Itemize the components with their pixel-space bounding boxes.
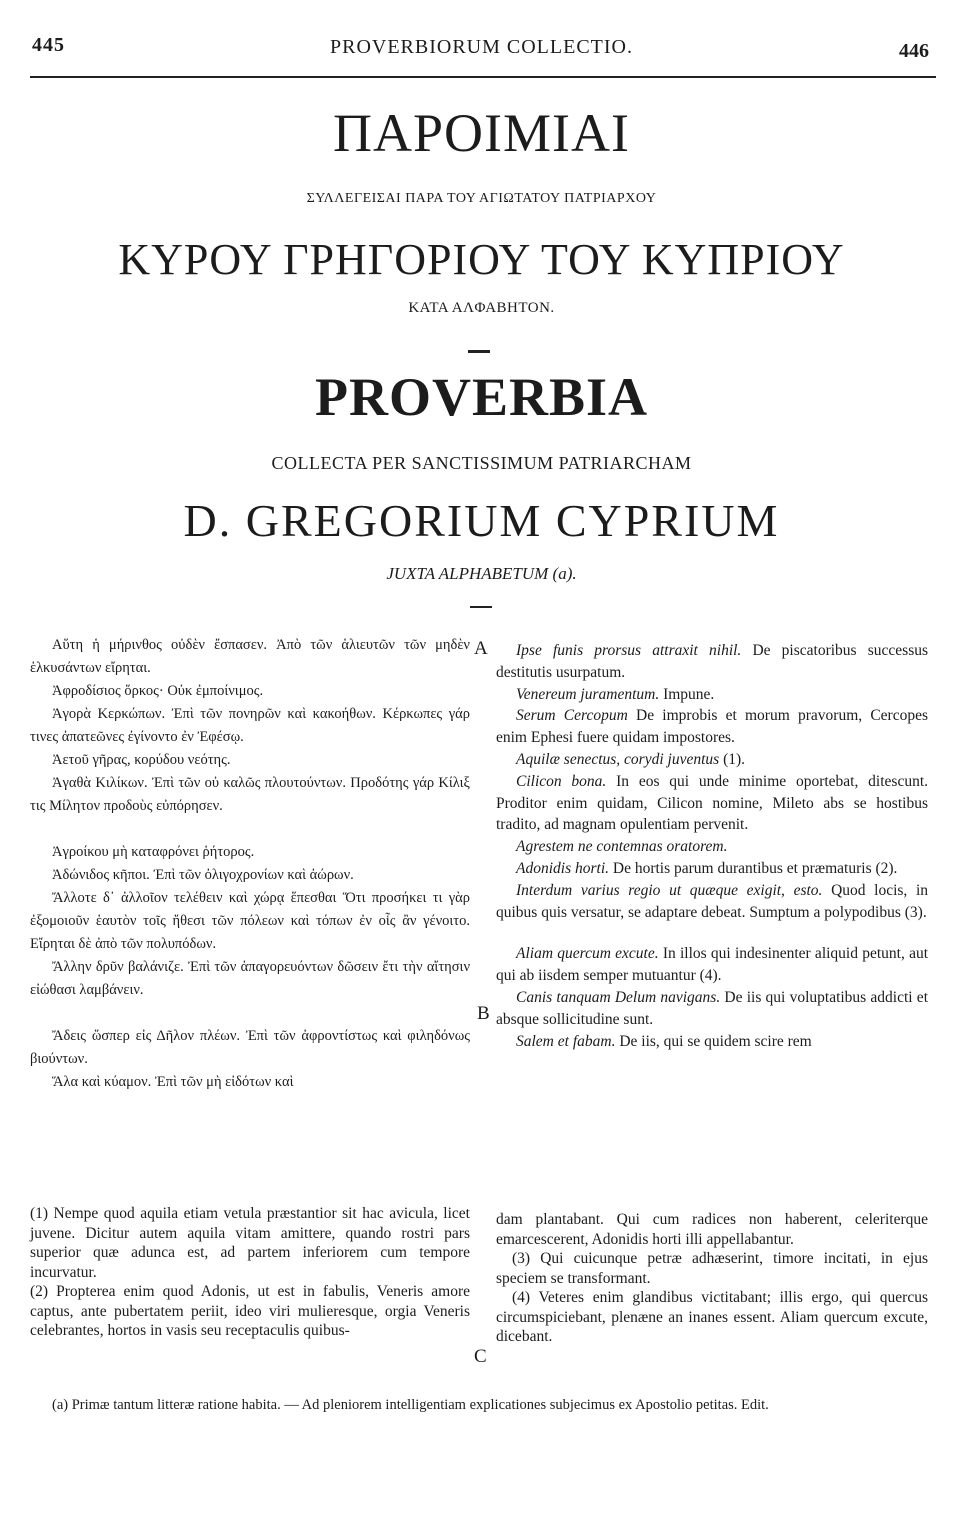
footnote: (3) Qui cuicunque petræ adhæserint, timore incitati, in ejus speciem se transformant. bbox=[496, 1250, 928, 1287]
latin-entry: Canis tanquam Delum navigans. De iis qui voluptatibus addicti et absque sollicitudine sunt. bbox=[496, 988, 928, 1028]
greek-entry: Ἄλλην δρῦν βαλάνιζε. Ἐπὶ τῶν ἀπαγορευόντων δῶσειν ἔτι τὴν αἴτησιν εἰώθασι λαμβάνειν. bbox=[30, 959, 470, 998]
latin-entry: Ipse funis prorsus attraxit nihil. De piscatoribus successus destitutis usurpatum. bbox=[496, 642, 929, 681]
margin-letter-c: C bbox=[474, 1346, 487, 1367]
latin-author-name: D. GREGORIUM CYPRIUM bbox=[183, 495, 780, 546]
greek-entry: Ἀδώνιδος κῆποι. Ἐπὶ τῶν ὀλιγοχρονίων καὶ ἀώρων. bbox=[52, 867, 354, 883]
greek-entry: Ἄλλοτε δ᾽ ἀλλοῖον τελέθειν καὶ χώρᾳ ἕπεσθαι Ὅτι προσήκει τι γὰρ ἐξομοιοῦν ἑαυτὸν τοῖς ἤθεσι τῶν πόλεων καὶ τόπων ἐν οἷς ἂν γένοιτο. Εἴρηται δὲ ἀπὸ τῶν πολυπόδων. bbox=[30, 890, 470, 952]
footnote-continuation: dam plantabant. Qui cum radices non haberent, celeriterque emarcescerent, Adonidis horti illi appellabantur. bbox=[496, 1211, 928, 1248]
title-separator bbox=[468, 350, 490, 353]
editor-note: (a) Primæ tantum litteræ ratione habita. — Ad pleniorem intelligentiam explicationes subjecimus ex Apostolio petitas. Edit. bbox=[52, 1397, 769, 1413]
footnote: (2) Propterea enim quod Adonis, ut est in fabulis, Veneris amore captus, ante pubertatem periit, ideo viri mulieresque, orgia Veneris celebrantes, hortos in vasis seu receptaculis quibus- bbox=[30, 1283, 470, 1339]
margin-letter-a: A bbox=[474, 638, 488, 659]
page-number-left: 445 bbox=[32, 34, 65, 56]
latin-entry: Aliam quercum excute. In illos qui indesinenter aliquid petunt, aut qui ab iisdem semper mutuantur (4). bbox=[496, 945, 928, 985]
latin-column bbox=[496, 640, 928, 1052]
latin-subtitle: COLLECTA PER SANCTISSIMUM PATRIARCHAM bbox=[271, 453, 692, 473]
greek-entry: Ἀετοῦ γῆρας, κορύδου νεότης. bbox=[52, 752, 231, 768]
running-header bbox=[0, 30, 963, 62]
greek-entry: Ἅλα καὶ κύαμον. Ἐπὶ τῶν μὴ εἰδότων καὶ bbox=[52, 1074, 294, 1090]
latin-entry: Adonidis horti. De hortis parum durantibus et præmaturis (2). bbox=[516, 859, 898, 877]
page-number-right: 446 bbox=[899, 40, 929, 62]
footnotes-left bbox=[30, 1204, 470, 1341]
running-title: PROVERBIORUM COLLECTIO. bbox=[329, 36, 633, 58]
greek-entry: Αὕτη ἡ μήρινθος οὐδὲν ἔσπασεν. Ἀπὸ τῶν ἁλιευτῶν τῶν μηδὲν ἑλκυσάντων εἴρηται. bbox=[30, 637, 470, 676]
margin-letter-b: B bbox=[477, 1003, 490, 1024]
footnote: (4) Veteres enim glandibus victitabant; illis ergo, qui quercus circumspiciebant, plenæne an inanes essent. Aliam quercum excute, dicebant. bbox=[496, 1289, 928, 1345]
greek-entry: Ἀφροδίσιος ὅρκος· Οὐκ ἐμποίνιμος. bbox=[52, 683, 264, 699]
latin-entry: Cilicon bona. In eos qui unde minime oportebat, ditescunt. Proditor enim quidam, Cilicon nomine, Mileto abs se hostibus tradito, ad magnam opulentiam pervenit. bbox=[496, 772, 928, 834]
latin-entry: Serum Cercopum De improbis et morum pravorum, Cercopes enim Ephesi fuere quidam impostores. bbox=[496, 707, 928, 747]
greek-entry: Ἀγαθὰ Κιλίκων. Ἐπὶ τῶν οὐ καλῶς πλουτούντων. Προδότης γάρ Κίλιξ τις Μίλητον προδοὺς εὐπόρησεν. bbox=[30, 775, 470, 814]
greek-entry: Ἀγροίκου μὴ καταφρόνει ῥήτορος. bbox=[52, 844, 255, 860]
footnote: (1) Nempe quod aquila etiam vetula præstantior sit hac avicula, licet juvene. Dicitur autem aquila vitam amittere, quando rostri pars superior quæ adunca est, ad partem inferiorem cum tempore incurvatur. bbox=[30, 1205, 470, 1281]
latin-entry: Salem et fabam. De iis, qui se quidem scire rem bbox=[516, 1032, 812, 1050]
footnotes-right bbox=[496, 1210, 928, 1347]
latin-entry: Interdum varius regio ut quæque exigit, esto. Quod locis, in quibus quis versatur, se adaptare debeat. Sumptum a polypodibus (3). bbox=[496, 881, 928, 921]
latin-entry: Agrestem ne contemnas oratorem. bbox=[516, 838, 728, 856]
latin-title: PROVERBIA bbox=[314, 367, 649, 427]
greek-column bbox=[30, 634, 470, 1094]
greek-author-name: ΚΥΡΟΥ ΓΡΗΓΟΡΙΟΥ ΤΟΥ ΚΥΠΡΙΟΥ bbox=[118, 235, 845, 284]
greek-title: ΠΑΡΟΙΜΙΑΙ bbox=[333, 103, 630, 163]
latin-entry: Aquilæ senectus, corydi juventus (1). bbox=[516, 750, 746, 768]
text-separator bbox=[470, 606, 492, 608]
greek-entry: Ἀγορὰ Κερκώπων. Ἐπὶ τῶν πονηρῶν καὶ κακοήθων. Κέρκωπες γάρ τινες ἀπατεῶνες ἐγίνοντο ἐν Ἐφέσῳ. bbox=[30, 706, 470, 745]
greek-order-line: ΚΑΤΑ ΑΛΦΑΒΗΤΟΝ. bbox=[408, 300, 555, 316]
greek-entry: Ἄδεις ὥσπερ εἰς Δῆλον πλέων. Ἐπὶ τῶν ἀφροντίστως καὶ φιληδόνως βιούντων. bbox=[30, 1028, 470, 1067]
latin-order-line: JUXTA ALPHABETUM (a). bbox=[386, 564, 577, 583]
greek-subtitle: ΣΥΛΛΕΓΕΙΣΑΙ ΠΑΡΑ ΤΟΥ ΑΓΙΩΤΑΤΟΥ ΠΑΤΡΙΑΡΧΟΥ bbox=[306, 191, 657, 206]
latin-entry: Venereum juramentum. Impune. bbox=[516, 685, 715, 703]
header-rule bbox=[30, 76, 936, 78]
